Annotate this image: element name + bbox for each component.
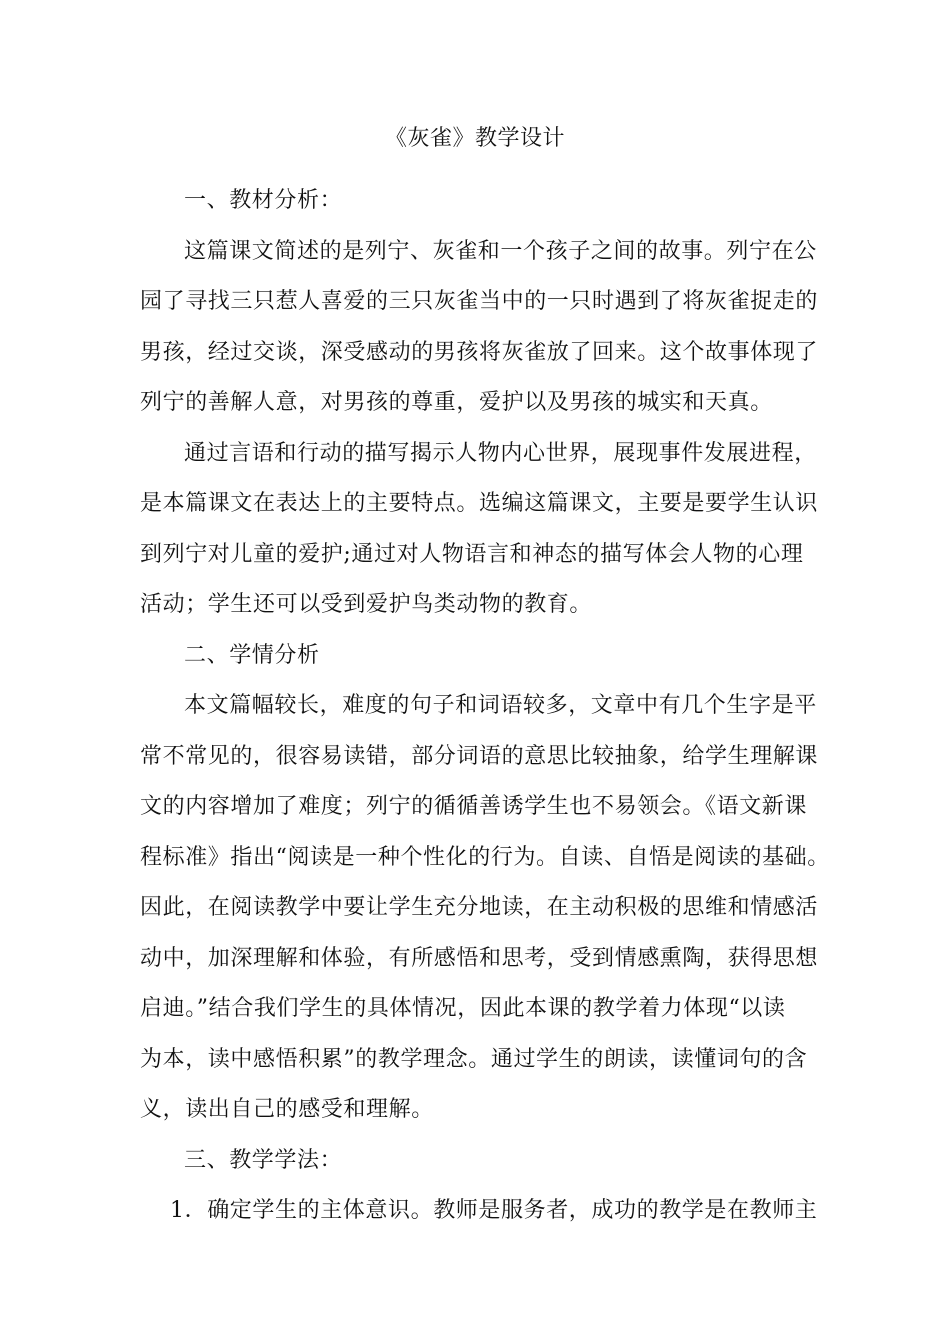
paragraph-line: 程标准》指出“阅读是一种个性化的行为。自读、自悟是阅读的基础。 (140, 844, 830, 870)
paragraph-line: 通过言语和行动的描写揭示人物内心世界，展现事件发展进程， (184, 440, 817, 466)
section-heading-textbook-analysis: 一、教材分析： (184, 188, 343, 213)
paragraph-line: 本文篇幅较长，难度的句子和词语较多，文章中有几个生字是平 (184, 693, 817, 718)
paragraph-line: 为本，读中感悟积累”的教学理念。通过学生的朗读，读懂词句的含 (140, 1046, 808, 1072)
paragraph-line: 常不常见的，很容易读错，部分词语的意思比较抽象，给学生理解课 (140, 743, 819, 769)
paragraph-line: 是本篇课文在表达上的主要特点。选编这篇课文，主要是要学生认识 (140, 491, 819, 516)
paragraph-line: 列宁的善解人意，对男孩的尊重，爱护以及男孩的城实和天真。 (140, 390, 773, 415)
paragraph-line: 义，读出自己的感受和理解。 (140, 1097, 434, 1122)
paragraph-line: 文的内容增加了难度；列宁的循循善诱学生也不易领会。《语文新课 (140, 794, 808, 819)
paragraph-line: 启迪。”结合我们学生的具体情况，因此本课的教学着力体现“以读 (140, 996, 786, 1021)
paragraph-line: 到列宁对儿童的爱护;通过对人物语言和神态的描写体会人物的心理 (140, 541, 804, 567)
paragraph-line: 这篇课文简述的是列宁、灰雀和一个孩子之间的故事。列宁在公 (184, 238, 817, 264)
paragraph-line: 动中，加深理解和体验，有所感悟和思考，受到情感熏陶，获得思想 (140, 945, 819, 971)
section-heading-teaching-methods: 三、教学学法： (184, 1147, 343, 1173)
paragraph-line: 因此，在阅读教学中要让学生充分地读，在主动积极的思维和情感活 (140, 895, 819, 920)
paragraph-line: 男孩，经过交谈，深受感动的男孩将灰雀放了回来。这个故事体现了 (140, 339, 819, 365)
list-item: 1．确定学生的主体意识。教师是服务者，成功的教学是在教师主 (170, 1198, 818, 1223)
paragraph-line: 园了寻找三只惹人喜爱的三只灰雀当中的一只时遇到了将灰雀捉走的 (140, 289, 819, 314)
section-heading-learner-analysis: 二、学情分析 (184, 642, 320, 668)
document-title: 《灰雀》教学设计 (384, 126, 565, 151)
document-body (140, 176, 830, 1237)
paragraph-line: 活动；学生还可以受到爱护鸟类动物的教育。 (140, 592, 593, 617)
